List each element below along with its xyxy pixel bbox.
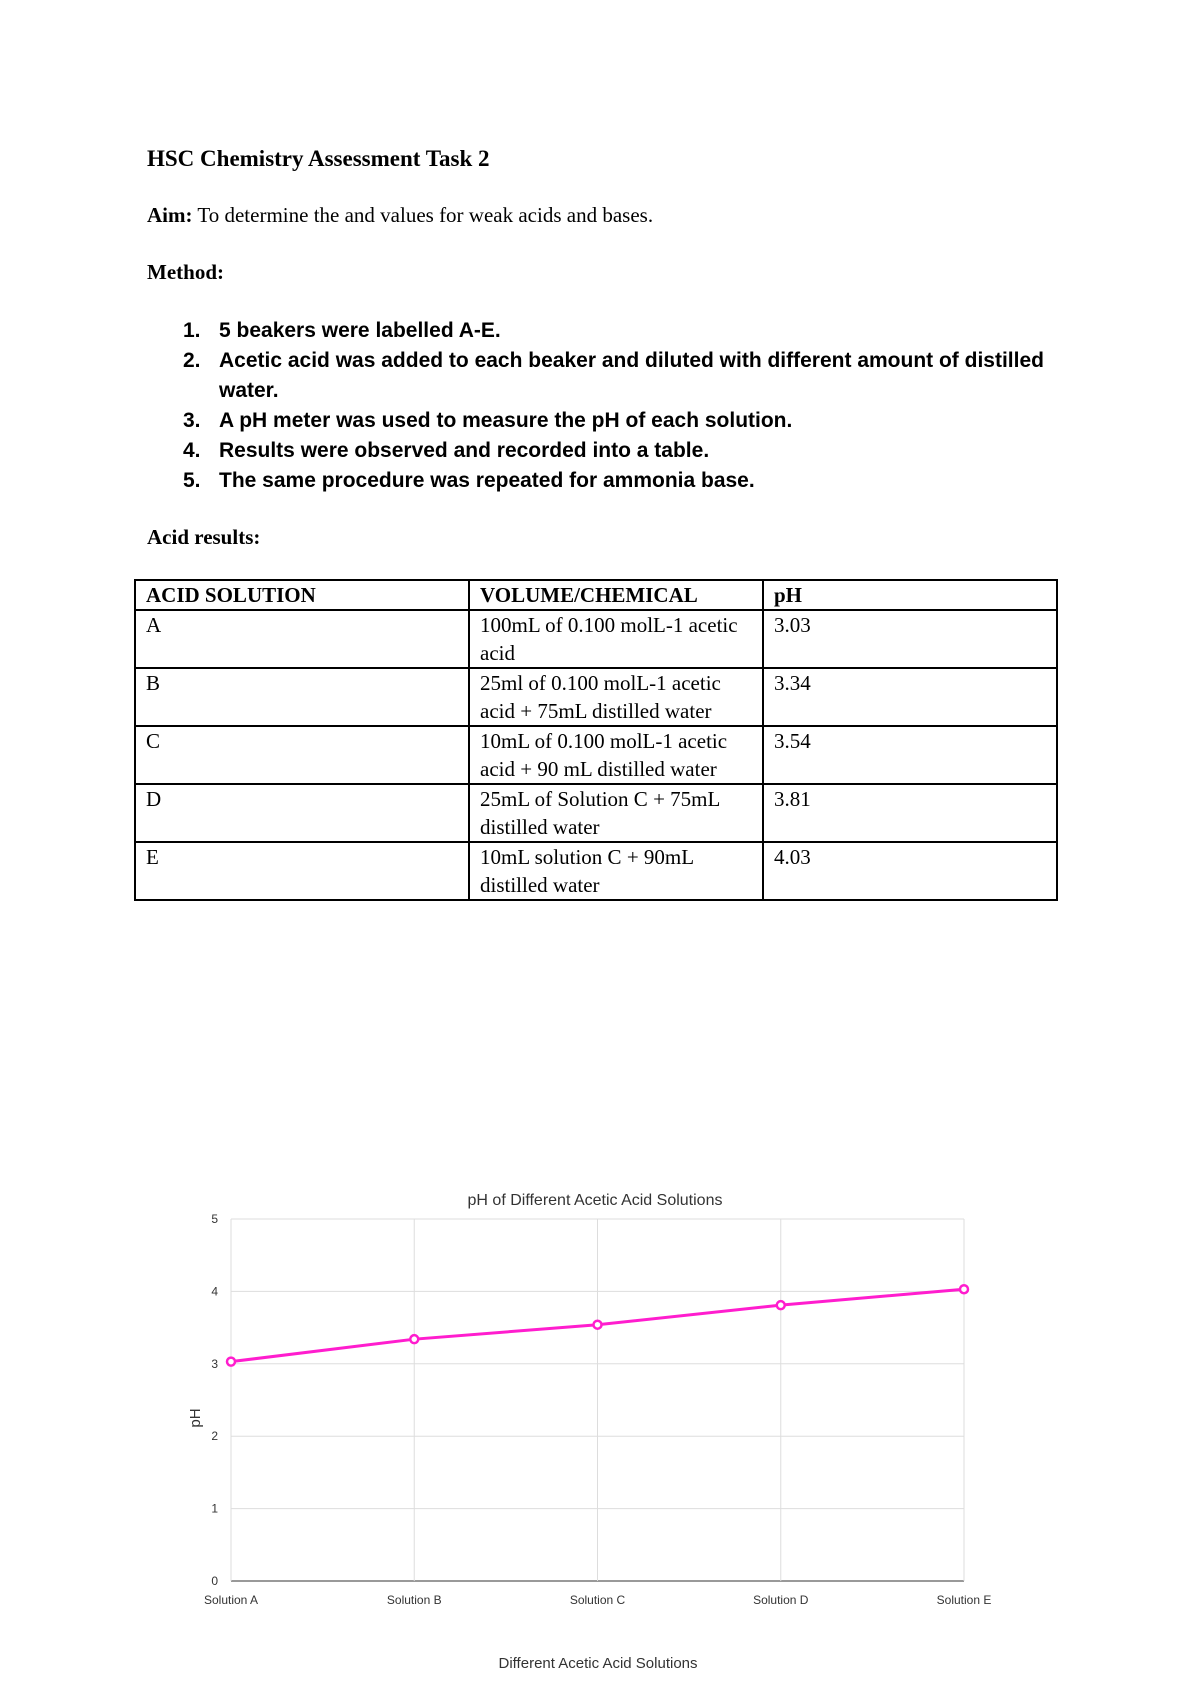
chart-title: pH of Different Acetic Acid Solutions [467, 1192, 723, 1209]
y-tick-label: 2 [211, 1429, 218, 1444]
y-tick-label: 0 [211, 1574, 218, 1588]
table-row [135, 668, 1057, 726]
x-tick-label: Solution E [936, 1593, 992, 1607]
header-ph: pH [763, 580, 1057, 610]
table-row [135, 726, 1057, 784]
x-axis-label: Different Acetic Acid Solutions [498, 1655, 698, 1672]
cell-solution: E [135, 842, 469, 900]
step-text: Acetic acid was added to each beaker and diluted with different amount of distilled water. [219, 349, 1044, 402]
data-point [594, 1321, 602, 1329]
acid-results-table [134, 579, 1058, 901]
step-text: Results were observed and recorded into a table. [219, 439, 710, 462]
cell-solution: A [135, 610, 469, 668]
cell-volume: 10mL of 0.100 molL-1 acetic acid + 90 mL distilled water [469, 726, 763, 784]
cell-solution: C [135, 726, 469, 784]
table-header-row [135, 580, 1057, 610]
cell-ph: 3.54 [763, 726, 1057, 784]
step-number: 2. [183, 349, 201, 372]
header-acid-solution: ACID SOLUTION [135, 580, 469, 610]
method-step [147, 406, 1067, 436]
x-tick-label: Solution B [386, 1593, 442, 1607]
cell-volume: 25ml of 0.100 molL-1 acetic acid + 75mL distilled water [469, 668, 763, 726]
cell-solution: D [135, 784, 469, 842]
method-list [147, 316, 1067, 496]
data-point [960, 1285, 968, 1293]
y-tick-label: 3 [211, 1356, 218, 1371]
data-point [227, 1358, 235, 1366]
cell-solution: B [135, 668, 469, 726]
x-tick-label: Solution A [203, 1593, 259, 1607]
acid-results-heading: Acid results: [147, 525, 261, 549]
y-tick-label: 4 [211, 1284, 218, 1299]
cell-volume: 25mL of Solution C + 75mL distilled water [469, 784, 763, 842]
data-point [410, 1335, 418, 1343]
cell-volume: 10mL solution C + 90mL distilled water [469, 842, 763, 900]
data-point [777, 1301, 785, 1309]
x-tick-label: Solution D [753, 1593, 809, 1607]
y-axis-label: pH [187, 1408, 204, 1428]
table-row [135, 784, 1057, 842]
method-step [147, 436, 1067, 466]
table-row [135, 842, 1057, 900]
method-heading: Method: [147, 260, 224, 284]
ph-line-chart [180, 1180, 1020, 1680]
cell-ph: 3.03 [763, 610, 1057, 668]
step-number: 5. [183, 469, 201, 492]
method-step [147, 346, 1067, 406]
cell-ph: 4.03 [763, 842, 1057, 900]
aim-text: To determine the and values for weak acids and bases. [192, 203, 654, 227]
method-step [147, 466, 1067, 496]
document-title: HSC Chemistry Assessment Task 2 [147, 146, 490, 171]
method-step [147, 316, 1067, 346]
step-number: 4. [183, 439, 201, 462]
header-volume-chemical: VOLUME/CHEMICAL [469, 580, 763, 610]
step-text: A pH meter was used to measure the pH of each solution. [219, 409, 793, 432]
step-number: 1. [183, 319, 201, 342]
y-tick-label: 5 [211, 1212, 218, 1226]
cell-ph: 3.81 [763, 784, 1057, 842]
cell-volume: 100mL of 0.100 molL-1 acetic acid [469, 610, 763, 668]
x-tick-label: Solution C [569, 1593, 626, 1607]
step-text: 5 beakers were labelled A-E. [219, 319, 501, 342]
aim-label: Aim: [147, 203, 193, 227]
cell-ph: 3.34 [763, 668, 1057, 726]
aim-line [147, 203, 653, 228]
y-tick-label: 1 [211, 1501, 218, 1516]
step-number: 3. [183, 409, 201, 432]
step-text: The same procedure was repeated for ammonia base. [219, 469, 755, 492]
table-row [135, 610, 1057, 668]
